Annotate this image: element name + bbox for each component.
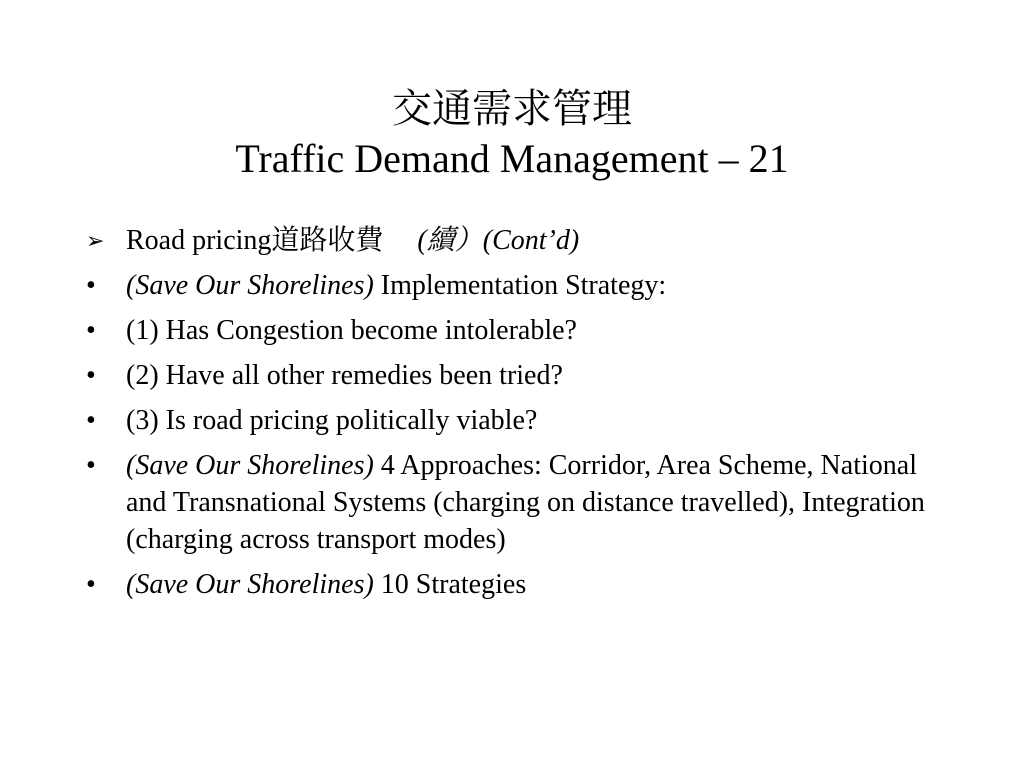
list-item-italic-text: (續）(Cont’d) bbox=[417, 225, 580, 256]
slide-title-cjk: 交通需求管理 bbox=[392, 86, 632, 131]
list-item-strategies bbox=[86, 566, 946, 603]
list-item-road-pricing bbox=[86, 222, 946, 259]
list-item-text: 4 Approaches: Corridor, Area Scheme, National and Transnational Systems (charging on distance travelled), Integration (charging across transport modes) bbox=[126, 450, 925, 555]
bullet-icon: • bbox=[86, 360, 96, 391]
bullet-list bbox=[86, 222, 946, 611]
list-item-question-2 bbox=[86, 357, 946, 394]
list-item-source: (Save Our Shorelines) bbox=[126, 270, 374, 301]
list-item-source: (Save Our Shorelines) bbox=[126, 450, 374, 481]
slide-title-english: Traffic Demand Management – 21 bbox=[235, 136, 789, 181]
list-item-text: (1) Has Congestion become intolerable? bbox=[126, 315, 577, 346]
list-item-text: Implementation Strategy: bbox=[373, 270, 667, 301]
list-item-question-3 bbox=[86, 402, 946, 439]
list-item-approaches bbox=[86, 447, 946, 558]
list-item-text: (3) Is road pricing politically viable? bbox=[126, 405, 538, 436]
slide-title bbox=[0, 84, 1024, 184]
bullet-icon: • bbox=[86, 405, 96, 436]
bullet-icon: • bbox=[86, 270, 96, 301]
list-item-text: (2) Have all other remedies been tried? bbox=[126, 360, 563, 391]
list-item-source: (Save Our Shorelines) bbox=[126, 569, 374, 600]
list-item-implementation-strategy bbox=[86, 267, 946, 304]
bullet-icon: • bbox=[86, 569, 96, 600]
list-item-question-1 bbox=[86, 312, 946, 349]
bullet-icon: • bbox=[86, 315, 96, 346]
bullet-icon: • bbox=[86, 450, 96, 481]
list-item-text: Road pricing道路收費 bbox=[126, 225, 384, 256]
list-item-text: 10 Strategies bbox=[373, 569, 527, 600]
arrow-bullet-icon: ➢ bbox=[86, 229, 105, 254]
